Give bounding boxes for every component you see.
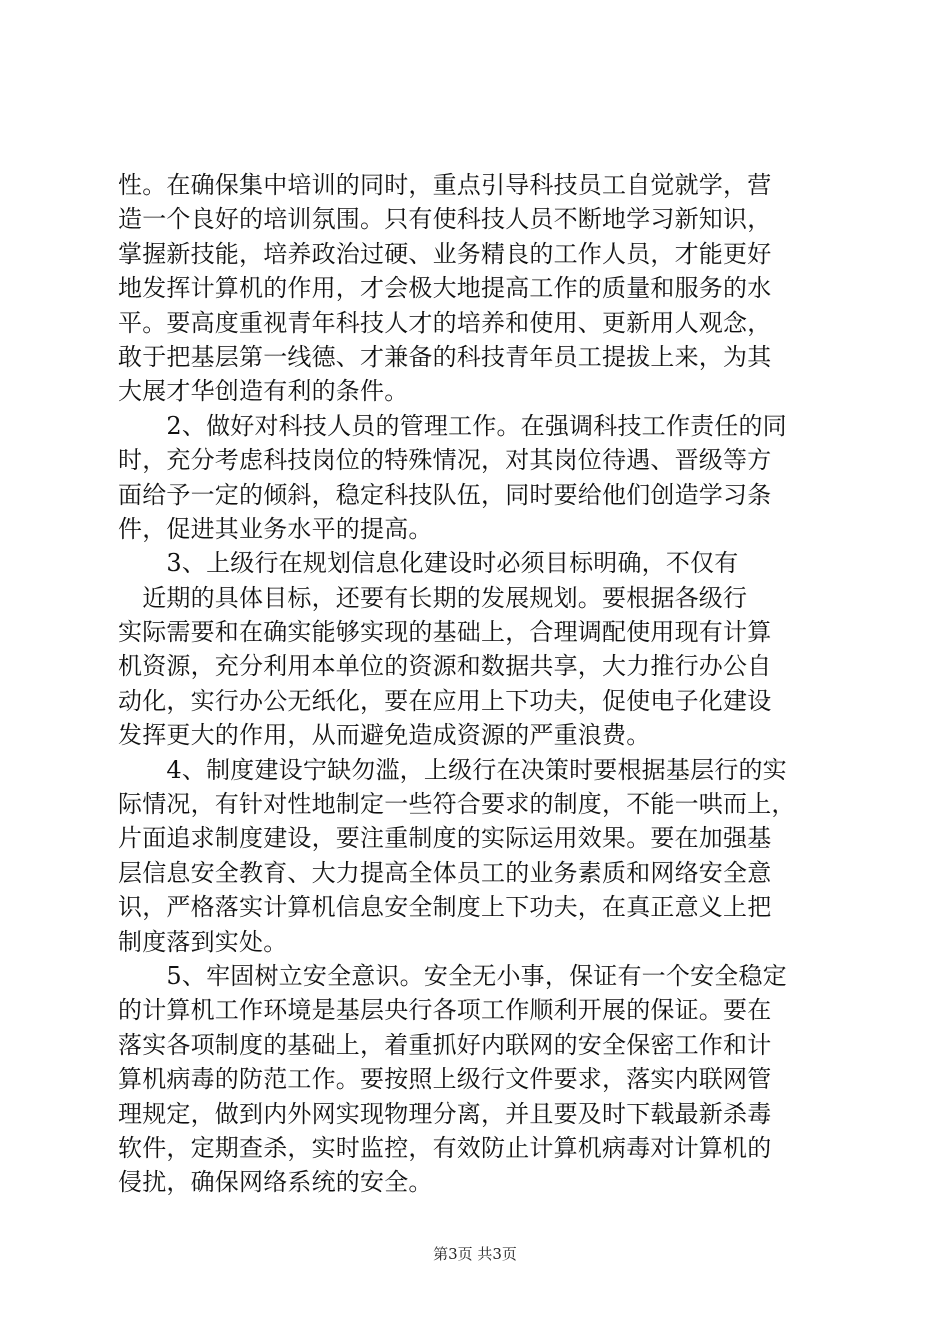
text-line: 动化，实行办公无纸化，要在应用上下功夫，促使电子化建设 [118, 686, 772, 715]
text-line: 片面追求制度建设，要注重制度的实际运用效果。要在加强基 [118, 824, 772, 853]
text-line: 性。在确保集中培训的同时，重点引导科技员工自觉就学，营 [118, 171, 772, 199]
text-line: 的计算机工作环境是基层央行各项工作顺利开展的保证。要在 [118, 996, 772, 1025]
document-body [118, 168, 838, 1200]
text-line: 际情况，有针对性地制定一些符合要求的制度，不能一哄而上， [118, 790, 796, 819]
text-line: 理规定，做到内外网实现物理分离，并且要及时下载最新杀毒 [118, 1099, 772, 1128]
text-line: 平。要高度重视青年科技人才的培养和使用、更新用人观念， [118, 308, 772, 337]
text-line: 落实各项制度的基础上，着重抓好内联网的安全保密工作和计 [118, 1030, 772, 1059]
text-line: 面给予一定的倾斜，稳定科技队伍，同时要给他们创造学习条 [118, 480, 772, 509]
text-line: 发挥更大的作用，从而避免造成资源的严重浪费。 [118, 721, 651, 750]
text-line: 制度落到实处。 [118, 927, 288, 956]
text-line: 算机病毒的防范工作。要按照上级行文件要求，落实内联网管 [118, 1065, 772, 1094]
text-line: 侵扰，确保网络系统的安全。 [118, 1168, 433, 1197]
text-line: 4、制度建设宁缺勿滥，上级行在决策时要根据基层行的实 [118, 755, 787, 784]
text-line: 大展才华创造有利的条件。 [118, 377, 409, 406]
text-line: 实际需要和在确实能够实现的基础上，合理调配使用现有计算 [118, 618, 772, 647]
text-line: 软件，定期查杀，实时监控，有效防止计算机病毒对计算机的 [118, 1133, 772, 1162]
text-line: 近期的具体目标，还要有长期的发展规划。要根据各级行 [118, 583, 748, 612]
text-line: 3、上级行在规划信息化建设时必须目标明确，不仅有 [118, 549, 739, 578]
text-line: 层信息安全教育、大力提高全体员工的业务素质和网络安全意 [118, 858, 772, 887]
text-line: 5、牢固树立安全意识。安全无小事，保证有一个安全稳定 [118, 961, 787, 990]
text-line: 2、做好对科技人员的管理工作。在强调科技工作责任的同 [118, 411, 787, 440]
text-line: 件，促进其业务水平的提高。 [118, 514, 433, 543]
page-number-footer: 第3页 共3页 [433, 1245, 517, 1263]
text-line: 敢于把基层第一线德、才兼备的科技青年员工提拔上来，为其 [118, 342, 772, 371]
text-line: 造一个良好的培训氛围。只有使科技人员不断地学习新知识， [118, 205, 772, 234]
text-line: 掌握新技能，培养政治过硬、业务精良的工作人员，才能更好 [118, 239, 772, 268]
text-line: 识，严格落实计算机信息安全制度上下功夫，在真正意义上把 [118, 893, 772, 922]
text-line: 地发挥计算机的作用，才会极大地提高工作的质量和服务的水 [118, 274, 772, 303]
text-line: 时，充分考虑科技岗位的特殊情况，对其岗位待遇、晋级等方 [118, 446, 772, 475]
text-line: 机资源，充分利用本单位的资源和数据共享，大力推行办公自 [118, 652, 772, 681]
